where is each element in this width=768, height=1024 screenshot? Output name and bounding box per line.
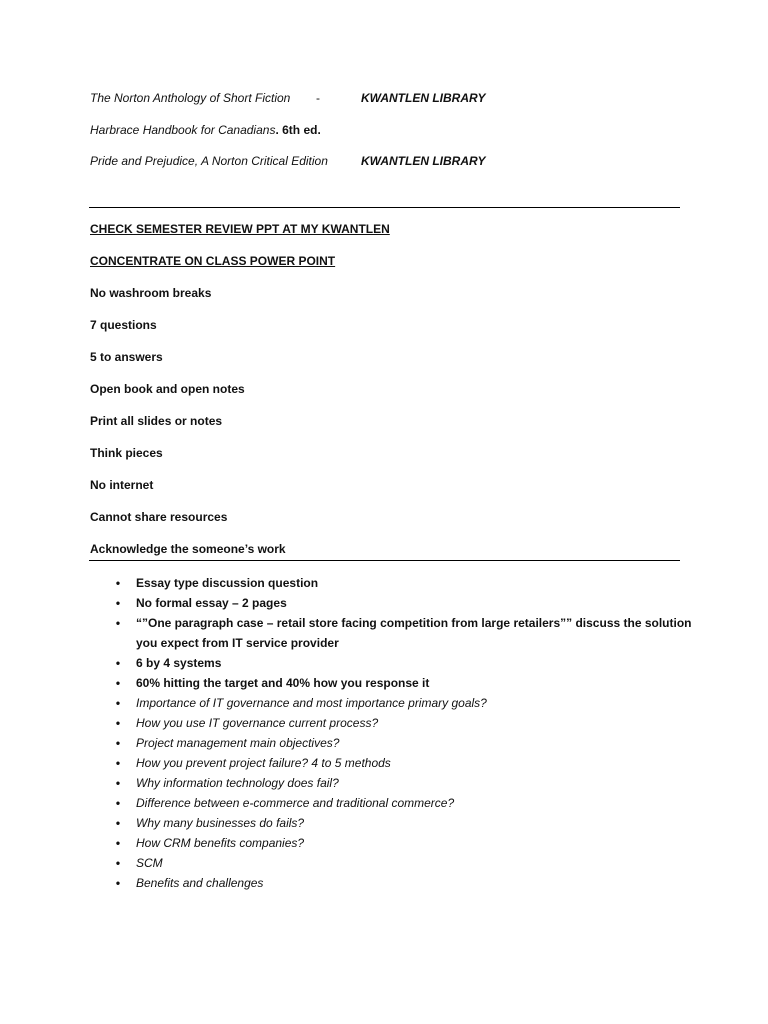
bullet-item (113, 713, 693, 733)
bullet-item (113, 773, 693, 793)
reference-item (90, 91, 690, 123)
note-line: CONCENTRATE ON CLASS POWER POINT (90, 254, 336, 268)
bullet-item (113, 673, 693, 693)
bullet-item (113, 873, 693, 893)
bullet-text: Why many businesses do fails? (136, 816, 305, 830)
reference-library: KWANTLEN LIBRARY (361, 91, 486, 105)
note-line: 7 questions (90, 318, 157, 332)
bullet-icon: • (115, 596, 121, 610)
reference-title: Pride and Prejudice, A Norton Critical Edition (90, 154, 328, 168)
reference-item (90, 154, 690, 186)
reference-suffix: . 6th ed. (275, 122, 321, 137)
bullet-item (113, 813, 693, 833)
bullet-icon: • (115, 716, 121, 730)
bullet-text: SCM (136, 856, 163, 870)
bullet-item (113, 613, 693, 653)
bullet-text: No formal essay – 2 pages (136, 596, 287, 610)
bullet-icon: • (115, 816, 121, 830)
bullet-text: 60% hitting the target and 40% how you response it (136, 676, 430, 690)
horizontal-divider (89, 560, 680, 561)
bullet-icon: • (115, 616, 121, 630)
bullet-icon: • (115, 736, 121, 750)
bullet-text: Benefits and challenges (136, 876, 264, 890)
bullet-item (113, 793, 693, 813)
bullet-icon: • (115, 836, 121, 850)
reference-title: Harbrace Handbook for Canadians (90, 122, 276, 137)
bullet-icon: • (115, 696, 121, 710)
note-line: No washroom breaks (90, 286, 212, 300)
bullet-item (113, 653, 693, 673)
note-line: Open book and open notes (90, 382, 245, 396)
bullet-item (113, 693, 693, 713)
bullet-text: “”One paragraph case – retail store facing competition from large retailers”” discuss the solution you expect from IT service provider (136, 616, 692, 650)
reference-list (90, 91, 690, 186)
note-line: CHECK SEMESTER REVIEW PPT AT MY KWANTLEN (90, 222, 390, 236)
bullet-text: Difference between e-commerce and traditional commerce? (136, 796, 455, 810)
bullet-text: 6 by 4 systems (136, 656, 222, 670)
reference-item (90, 123, 690, 155)
bullet-text: Importance of IT governance and most importance primary goals? (136, 696, 487, 710)
bullet-text: Why information technology does fail? (136, 776, 339, 790)
bullet-text: Essay type discussion question (136, 576, 319, 590)
note-line: No internet (90, 478, 154, 492)
note-line: Think pieces (90, 446, 163, 460)
bullet-icon: • (115, 856, 121, 870)
note-line: 5 to answers (90, 350, 163, 364)
bullet-text: How you prevent project failure? 4 to 5 methods (136, 756, 391, 770)
bullet-item (113, 593, 693, 613)
bullet-text: How CRM benefits companies? (136, 836, 305, 850)
bullet-icon: • (115, 676, 121, 690)
bullet-text: Project management main objectives? (136, 736, 340, 750)
note-line: Cannot share resources (90, 510, 228, 524)
note-line: Print all slides or notes (90, 414, 223, 428)
bullet-item (113, 573, 693, 593)
bullet-item (113, 833, 693, 853)
reference-title: The Norton Anthology of Short Fiction (90, 91, 291, 105)
bullet-item (113, 753, 693, 773)
bullet-icon: • (115, 756, 121, 770)
reference-library: KWANTLEN LIBRARY (361, 154, 486, 168)
bullet-item (113, 733, 693, 753)
exam-notes (90, 221, 690, 573)
reference-dash: - (316, 91, 320, 105)
bullet-text: How you use IT governance current process? (136, 716, 379, 730)
horizontal-divider (89, 207, 680, 208)
bullet-icon: • (115, 656, 121, 670)
bullet-icon: • (115, 776, 121, 790)
bullet-list (113, 573, 693, 893)
bullet-icon: • (115, 876, 121, 890)
bullet-item (113, 853, 693, 873)
bullet-icon: • (115, 796, 121, 810)
bullet-icon: • (115, 576, 121, 590)
note-line: Acknowledge the someone’s work (90, 542, 286, 556)
